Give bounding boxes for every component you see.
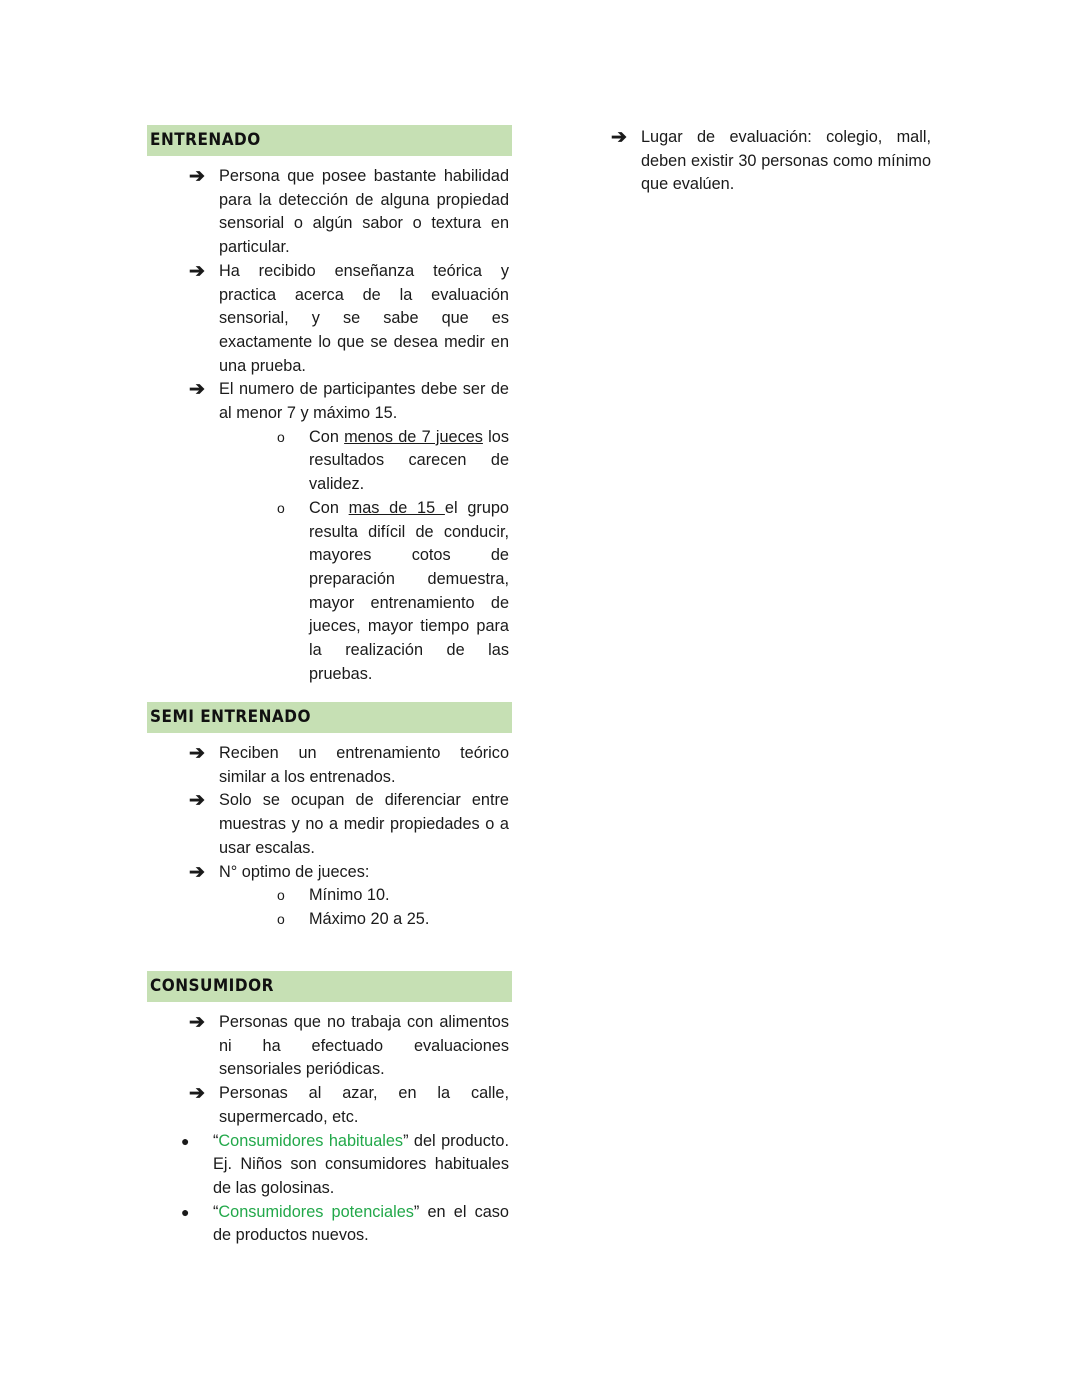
- bullet-item: ● “Consumidores potenciales” en el caso de productos nuevos.: [181, 1202, 509, 1245]
- section-consumidor: [147, 971, 512, 1248]
- section-heading: ENTRENADO: [147, 125, 512, 156]
- sub-item: o Máximo 20 a 25.: [147, 908, 509, 932]
- sub-item: o Mínimo 10.: [147, 884, 509, 908]
- list-item: ➔ Persona que posee bastante habilidad para la detección de alguna propiedad sensorial o algún sabor o textura en particular.: [189, 166, 509, 257]
- arrow-icon: ➔: [189, 790, 205, 812]
- arrow-icon: ➔: [189, 743, 205, 764]
- list-item: ➔ Ha recibido enseñanza teórica y practica acerca de la evaluación sensorial, y se sabe que es exactamente lo que se desea medir en una prueba.: [189, 260, 509, 375]
- section-right: [569, 126, 934, 197]
- bullet-icon: ●: [181, 1132, 190, 1149]
- sub-item: o Con mas de 15 el grupo resulta difícil de conducir, mayores cotos de preparación demuestra, mayor entrenamiento de jueces, mayor tiempo para la realización de las pruebas.: [277, 498, 509, 683]
- circle-bullet-icon: o: [277, 428, 285, 445]
- list-item: ➔ Solo se ocupan de diferenciar entre muestras y no a medir propiedades o a usar escalas.: [189, 790, 509, 857]
- list-item: ➔ Personas al azar, en la calle, supermercado, etc.: [189, 1083, 509, 1126]
- list-item: ➔ Lugar de evaluación: colegio, mall, deben existir 30 personas como mínimo que evalúen.: [611, 127, 931, 194]
- sub-item: o Con menos de 7 jueces los resultados carecen de validez.: [277, 427, 509, 494]
- list-item: ➔ N° optimo de jueces:: [189, 861, 370, 883]
- circle-bullet-icon: o: [277, 887, 285, 904]
- list-item: ➔ El numero de participantes debe ser de al menor 7 y máximo 15.: [189, 379, 509, 423]
- arrow-icon: ➔: [189, 1012, 205, 1033]
- arrow-icon: ➔: [189, 260, 205, 282]
- arrow-icon: ➔: [189, 166, 205, 187]
- bullet-icon: ●: [181, 1203, 190, 1220]
- bullet-item: ● “Consumidores habituales” del producto. Ej. Niños son consumidores habituales de las golosinas.: [181, 1131, 509, 1197]
- list-item: ➔ Reciben un entrenamiento teórico similar a los entrenados.: [189, 743, 509, 786]
- arrow-icon: ➔: [611, 127, 627, 148]
- section-entrenado: [147, 125, 512, 686]
- section-heading: SEMI ENTRENADO: [147, 702, 512, 733]
- arrow-icon: ➔: [189, 379, 205, 401]
- list-item: ➔ Personas que no trabaja con alimentos ni ha efectuado evaluaciones sensoriales periódicas.: [189, 1012, 509, 1079]
- section-heading: CONSUMIDOR: [147, 971, 512, 1002]
- circle-bullet-icon: o: [277, 910, 285, 927]
- circle-bullet-icon: o: [277, 499, 285, 516]
- arrow-icon: ➔: [189, 1083, 205, 1105]
- arrow-icon: ➔: [189, 861, 205, 883]
- section-semi-entrenado: [147, 702, 512, 932]
